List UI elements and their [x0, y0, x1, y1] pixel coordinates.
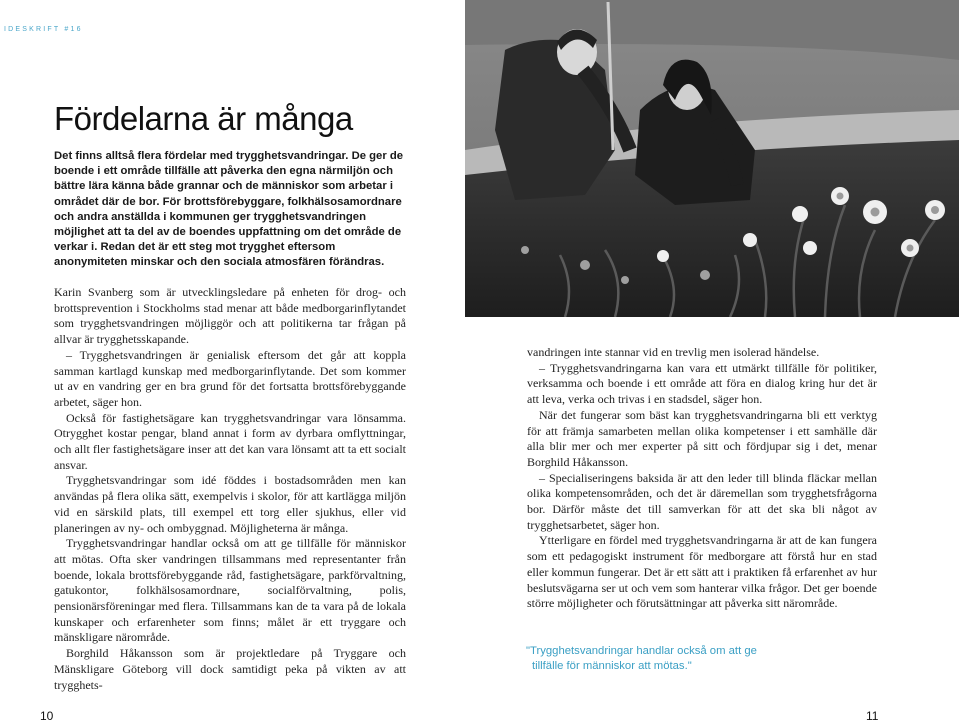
- body-paragraph: Också för fastighetsägare kan trygghetsvandringar vara lönsamma. Otrygghet kostar pengar, bland annat i form av dyrbara omflyttningar, och allt fler fastighetsägare inser att det kan vara lönsamt att ta ett socialt ansvar.: [54, 410, 406, 472]
- pull-quote: [526, 644, 886, 674]
- body-paragraph: När det fungerar som bäst kan trygghetsvandringarna bli ett verktyg för att främja samarbeten mellan olika kompetenser i ett samhälle där alla blir mer och mer experter på sitt och fördjupar sig i det, menar Borghild Håkansson.: [527, 407, 877, 469]
- body-paragraph: Ytterligare en fördel med trygghetsvandringarna är att de kan fungera som ett pedagogiskt instrument för medborgare att förstå hur en stad eller kommun fungerar. Det är ett sätt att i praktiken få erfarenhet av hur beslutsvägarna ser ut och vem som hanterar vilka frågor. Det ger boende större möjligheter och förutsättningar att påverka sitt närområde.: [527, 533, 877, 611]
- body-paragraph: – Trygghetsvandringarna kan vara ett utmärkt tillfälle för politiker, verksamma och boende i ett område att föra en dialog kring hur det är att leva, verka och trivas i en stadsdel, säger hon.: [527, 360, 877, 407]
- page-number-left: 10: [40, 709, 54, 723]
- body-paragraph: Trygghetsvandringar som idé föddes i bostadsområden men kan användas på flera olika sätt, exempelvis i skolor, för att kartlägga miljön vid en särskild plats, till exempel ett torg eller sjukhus, eller vid planeringen av ny- och ombyggnad. Möjligheterna är många.: [54, 473, 406, 535]
- body-paragraph: – Specialiseringens baksida är att den leder till blinda fläckar mellan olika kompetensområden, och det är däremellan som trygghetsfrågorna bor. Därför måste det till samverkan för att det ska bli något av trygghetsarbetet, säger hon.: [527, 470, 877, 532]
- body-paragraph: Trygghetsvandringar handlar också om att ge tillfälle för människor att mötas. Ofta sker vandringen tillsammans med representanter från boende, lokala brottsförebyggande råd, fastighetsägare, parkförvaltning, gatukontor, folkhälsosamordnare, socialförvaltning, polis, pensionärsföreningar med flera. Tillsammans kan de ta vara på de lokala kunskaper och erfarenheter som finns; målet är ett tryggare och mänskligare närområde.: [54, 536, 406, 645]
- right-page: [480, 0, 959, 724]
- page-number-right: 11: [866, 709, 879, 723]
- body-paragraph: vandringen inte stannar vid en trevlig men isolerad händelse.: [527, 345, 820, 359]
- running-head: IDESKRIFT #16: [4, 26, 83, 33]
- body-paragraph: – Trygghetsvandringen är genialisk eftersom det går att koppla samman kartlagd kunskap med medborgarinflytande. Det som kommer ut av en vandring ger en bra grund för det fortsatta brottsförebyggande arbetet, säger hon.: [54, 347, 406, 409]
- body-paragraph: Karin Svanberg som är utvecklingsledare på enheten för drog- och brottsprevention i Stockholms stad menar att både medborgarinflytandet som trygghetsvandringen möjliggör och att politikerna tar frågan på allvar är trygghetsskapande.: [54, 285, 406, 347]
- pull-quote-line: "Trygghetsvandringar handlar också om att ge: [526, 645, 757, 657]
- right-body-column: [527, 345, 877, 612]
- pull-quote-line: tillfälle för människor att mötas.": [532, 660, 692, 673]
- intro-paragraph: Det finns alltså flera fördelar med trygghetsvandringar. De ger de boende i ett område tillfälle att påverka den egna närmiljön och bättre lära känna både grannar och de människor som arbetar i området där de bor. För brottsförebyggare, folkhälsosamordnare och andra anställda i kommunen ger trygghetsvandringen möjlighet att ta del av de boendes uppfattning om det område de verkar i. Redan det är ett steg mot trygghet eftersom anonymiteten minskar och den sociala atmosfären förändras.: [54, 150, 404, 269]
- garden-photo: [465, 0, 959, 317]
- left-body-column: [54, 285, 406, 693]
- body-paragraph: Borghild Håkansson som är projektledare på Tryggare och Mänskligare Göteborg vill dock samtidigt peka på vikten av att trygghets-: [54, 646, 406, 692]
- page-title: Fördelarna är många: [54, 100, 353, 137]
